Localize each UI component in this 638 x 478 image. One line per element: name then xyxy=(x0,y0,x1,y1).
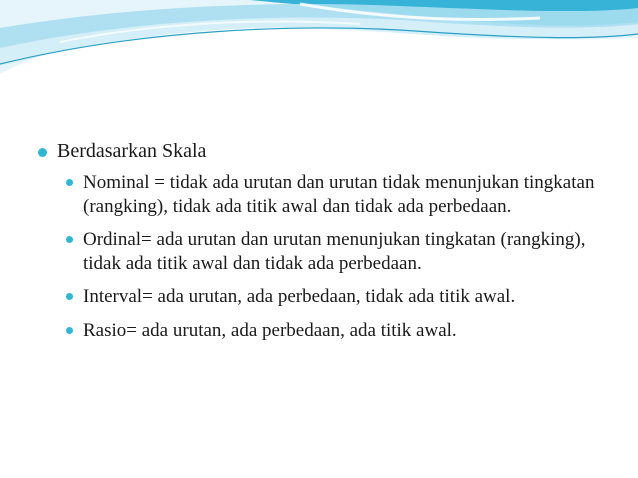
list-item xyxy=(0,171,603,218)
list-item-text: Rasio= ada urutan, ada perbedaan, ada titik awal. xyxy=(83,319,457,341)
bullet-icon xyxy=(66,179,73,186)
bullet-icon xyxy=(66,327,73,334)
list-item-text: Ordinal= ada urutan dan urutan menunjukan tingkatan (rangking), tidak ada titik awal dan tidak ada perbedaan. xyxy=(83,229,586,274)
list-item-text: Interval= ada urutan, ada perbedaan, tidak ada titik awal. xyxy=(83,286,516,307)
list-item xyxy=(0,228,603,275)
header-wave-banner xyxy=(0,0,638,90)
list-item-heading xyxy=(0,140,638,163)
bullet-icon xyxy=(66,236,73,243)
heading-text: Berdasarkan Skala xyxy=(57,140,207,162)
list-item xyxy=(0,285,603,309)
slide-body xyxy=(0,140,638,352)
list-item xyxy=(0,319,603,343)
bullet-icon xyxy=(66,293,73,300)
bullet-icon xyxy=(38,148,47,157)
list-item-text: Nominal = tidak ada urutan dan urutan tidak menunjukan tingkatan (rangking), tidak ada titik awal dan tidak ada perbedaan. xyxy=(83,172,595,217)
